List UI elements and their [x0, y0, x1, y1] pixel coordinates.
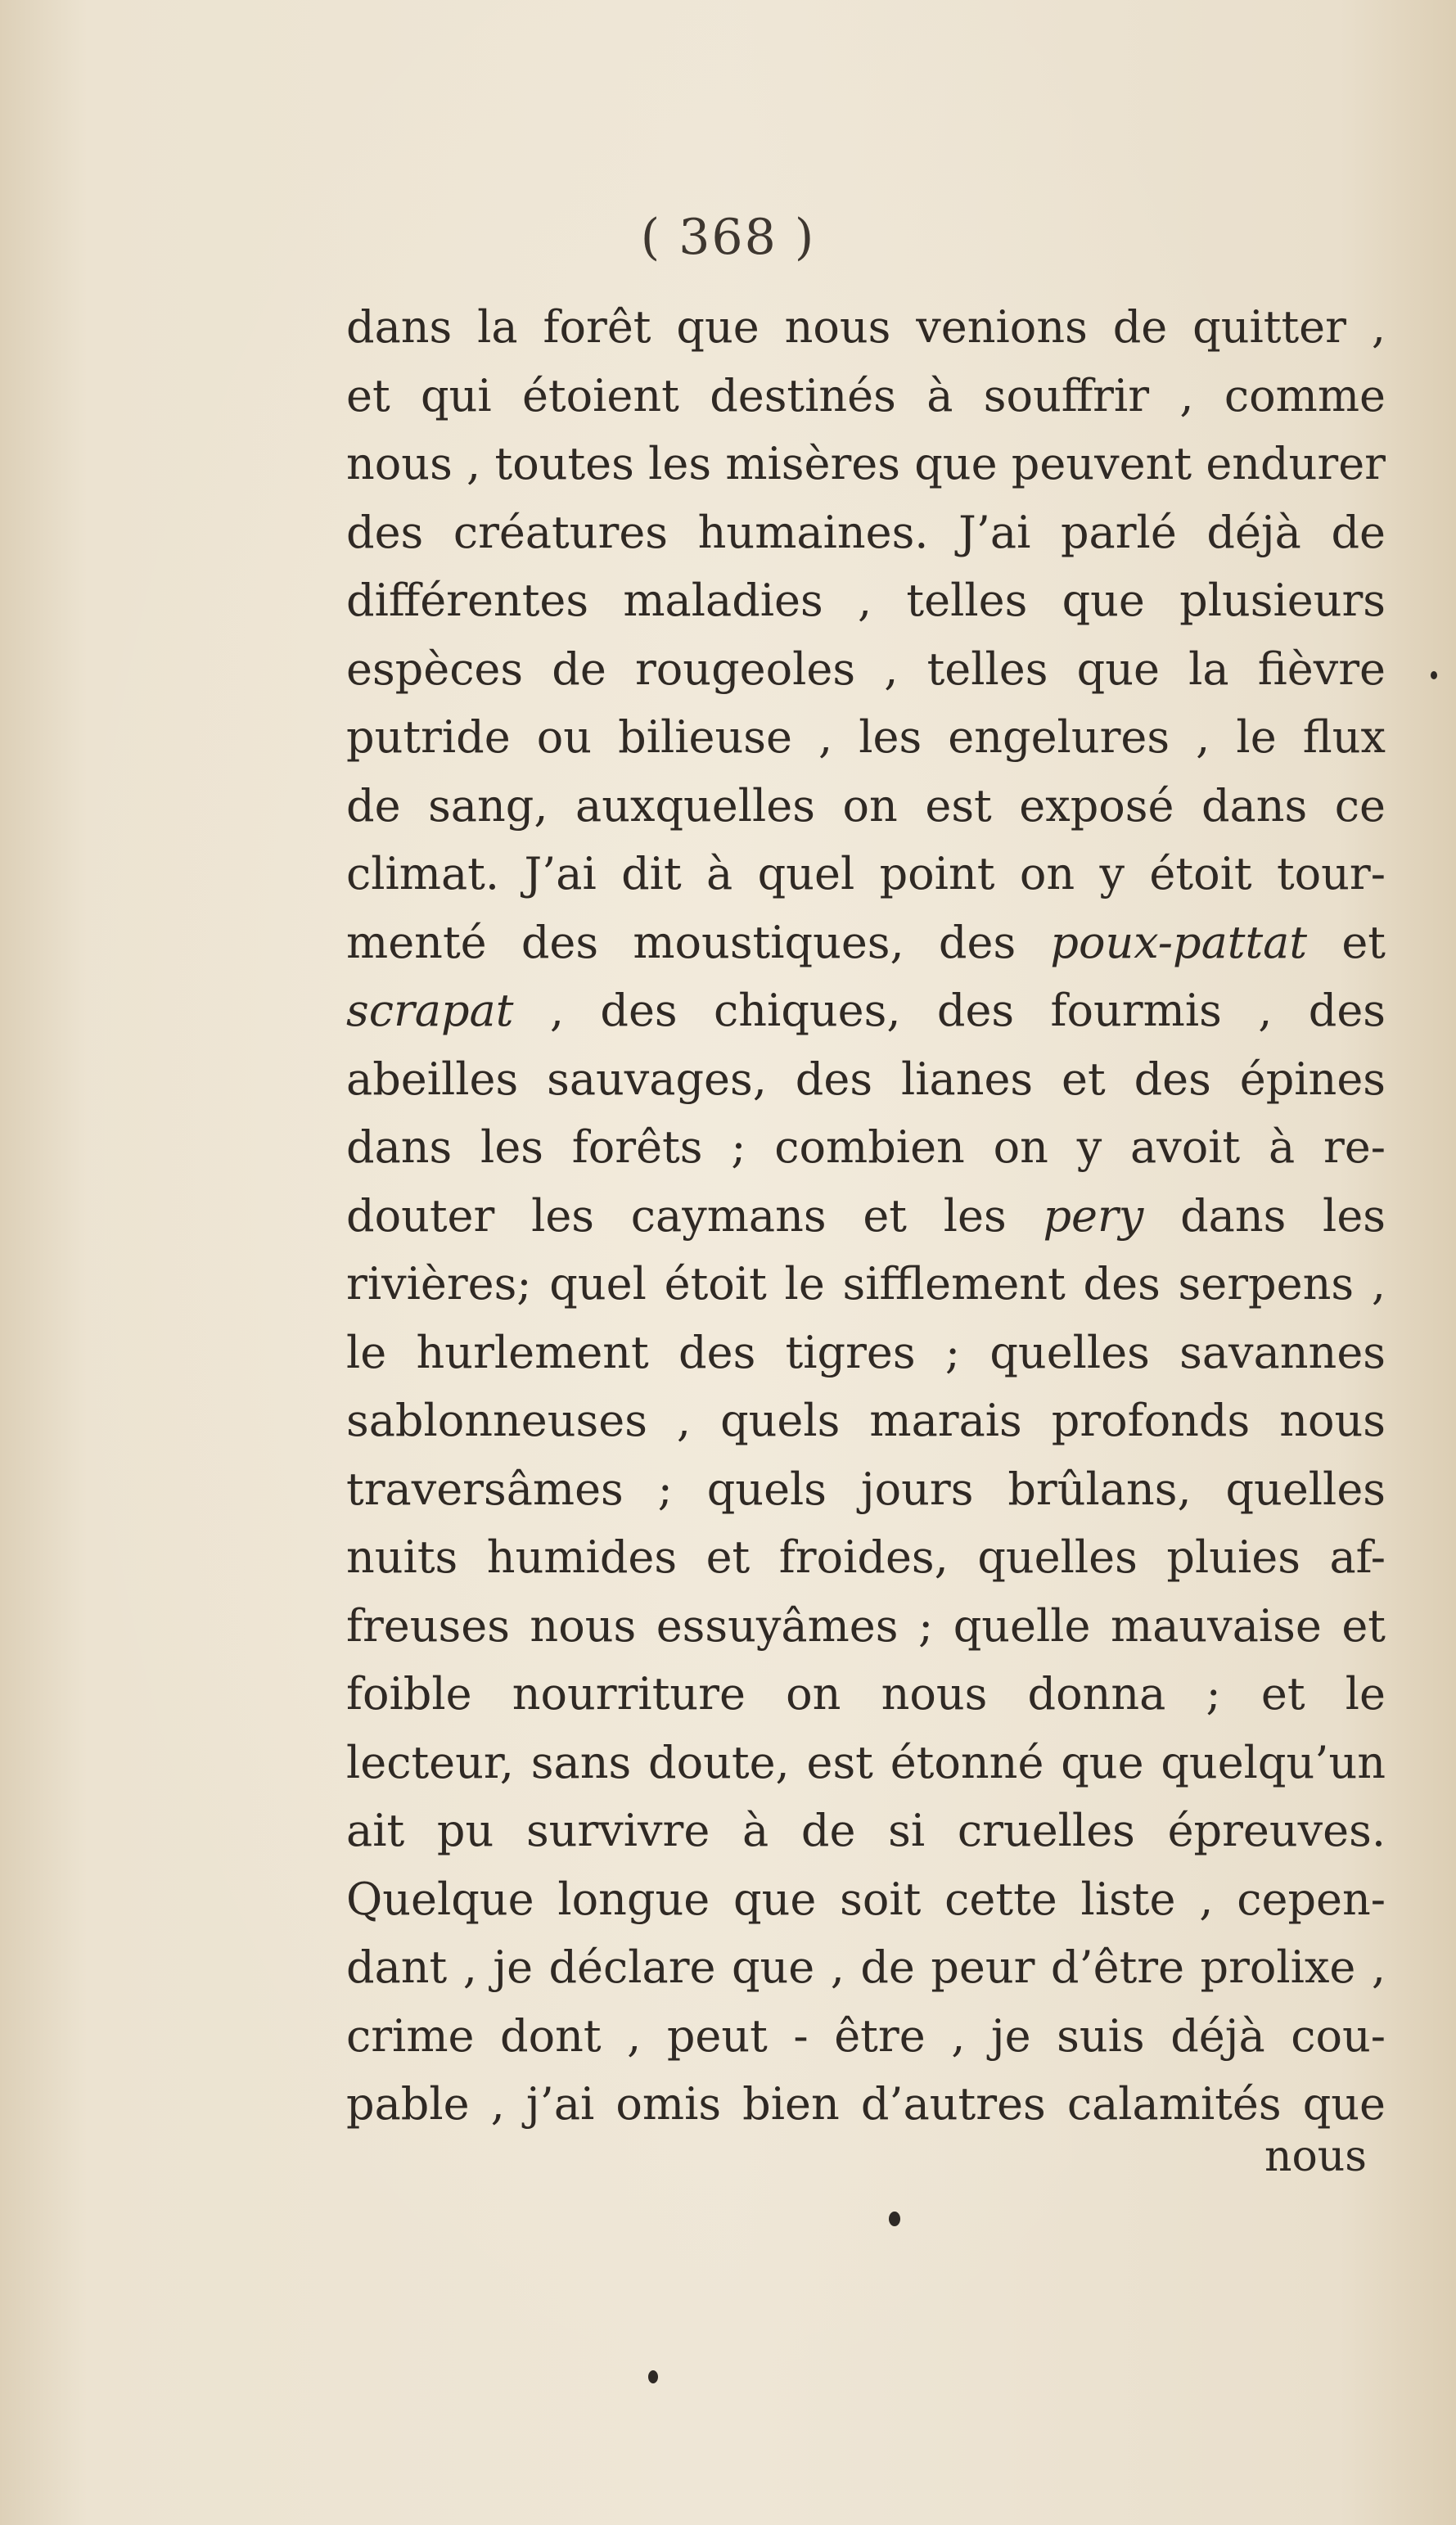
text-line: ait pu survivre à de si cruelles épreuves. [346, 1805, 1386, 1856]
text-line: crime dont , peut - être , je suis déjà cou- [346, 2009, 1386, 2062]
text-line: freuses nous essuyâmes ; quelle mauvaise et [346, 1599, 1386, 1652]
catchword: nous [1264, 2132, 1367, 2181]
text-line: nuits humides et froides, quelles pluies af- [346, 1531, 1386, 1583]
italic-term: pery [1043, 1189, 1144, 1242]
text-line: de sang, auxquelles on est exposé dans ce [346, 779, 1386, 832]
text-line [346, 1182, 1386, 1251]
text-line: Quelque longue que soit cette liste , cepen- [346, 1873, 1386, 1925]
body-text [346, 293, 1386, 2139]
text-line: des créatures humaines. J’ai parlé déjà de [346, 506, 1386, 558]
text-line: et qui étoient destinés à souffrir , comme [346, 369, 1386, 422]
text-line: putride ou bilieuse , les engelures , le flux [346, 711, 1386, 763]
text-line: abeilles sauvages, des lianes et des épines [346, 1053, 1386, 1105]
text-line: foible nourriture on nous donna ; et le [346, 1668, 1386, 1720]
text-line: pable , j’ai omis bien d’autres calamités que [346, 2078, 1386, 2130]
text-line: traversâmes ; quels jours brûlans, quelles [346, 1463, 1386, 1515]
text-line: nous , toutes les misères que peuvent endurer [346, 438, 1386, 489]
page-number: ( 368 ) [640, 209, 816, 266]
text-line: climat. J’ai dit à quel point on y étoit tour- [346, 848, 1386, 900]
italic-term: poux-pattat [1050, 916, 1308, 968]
text-line: espèces de rougeoles , telles que la fièvre [346, 643, 1386, 695]
ink-spot [648, 2370, 658, 2383]
text-line [346, 909, 1386, 977]
text-segment: dans les [1180, 1189, 1386, 1242]
text-line: dans les forêts ; combien on y avoit à re- [346, 1121, 1386, 1173]
text-segment: douter les caymans et les [346, 1189, 1007, 1242]
text-segment: et [1341, 916, 1386, 968]
italic-term: scrapat [346, 985, 514, 1036]
text-line: différentes maladies , telles que plusieurs [346, 575, 1386, 626]
text-segment: , des chiques, des fourmis , des [549, 985, 1386, 1036]
text-line: rivières; quel étoit le sifflement des serpens , [346, 1258, 1386, 1310]
text-segment: menté des moustiques, des [346, 916, 1016, 968]
ink-spot [1431, 671, 1437, 679]
ink-spot [889, 2212, 900, 2226]
text-line: sablonneuses , quels marais profonds nous [346, 1395, 1386, 1446]
text-line: le hurlement des tigres ; quelles savannes [346, 1326, 1386, 1378]
text-line: dans la forêt que nous venions de quitter , [346, 301, 1386, 353]
text-line [346, 976, 1386, 1045]
text-line: lecteur, sans doute, est étonné que quelqu’un [346, 1736, 1386, 1788]
text-line: dant , je déclare que , de peur d’être prolixe , [346, 1941, 1386, 1993]
